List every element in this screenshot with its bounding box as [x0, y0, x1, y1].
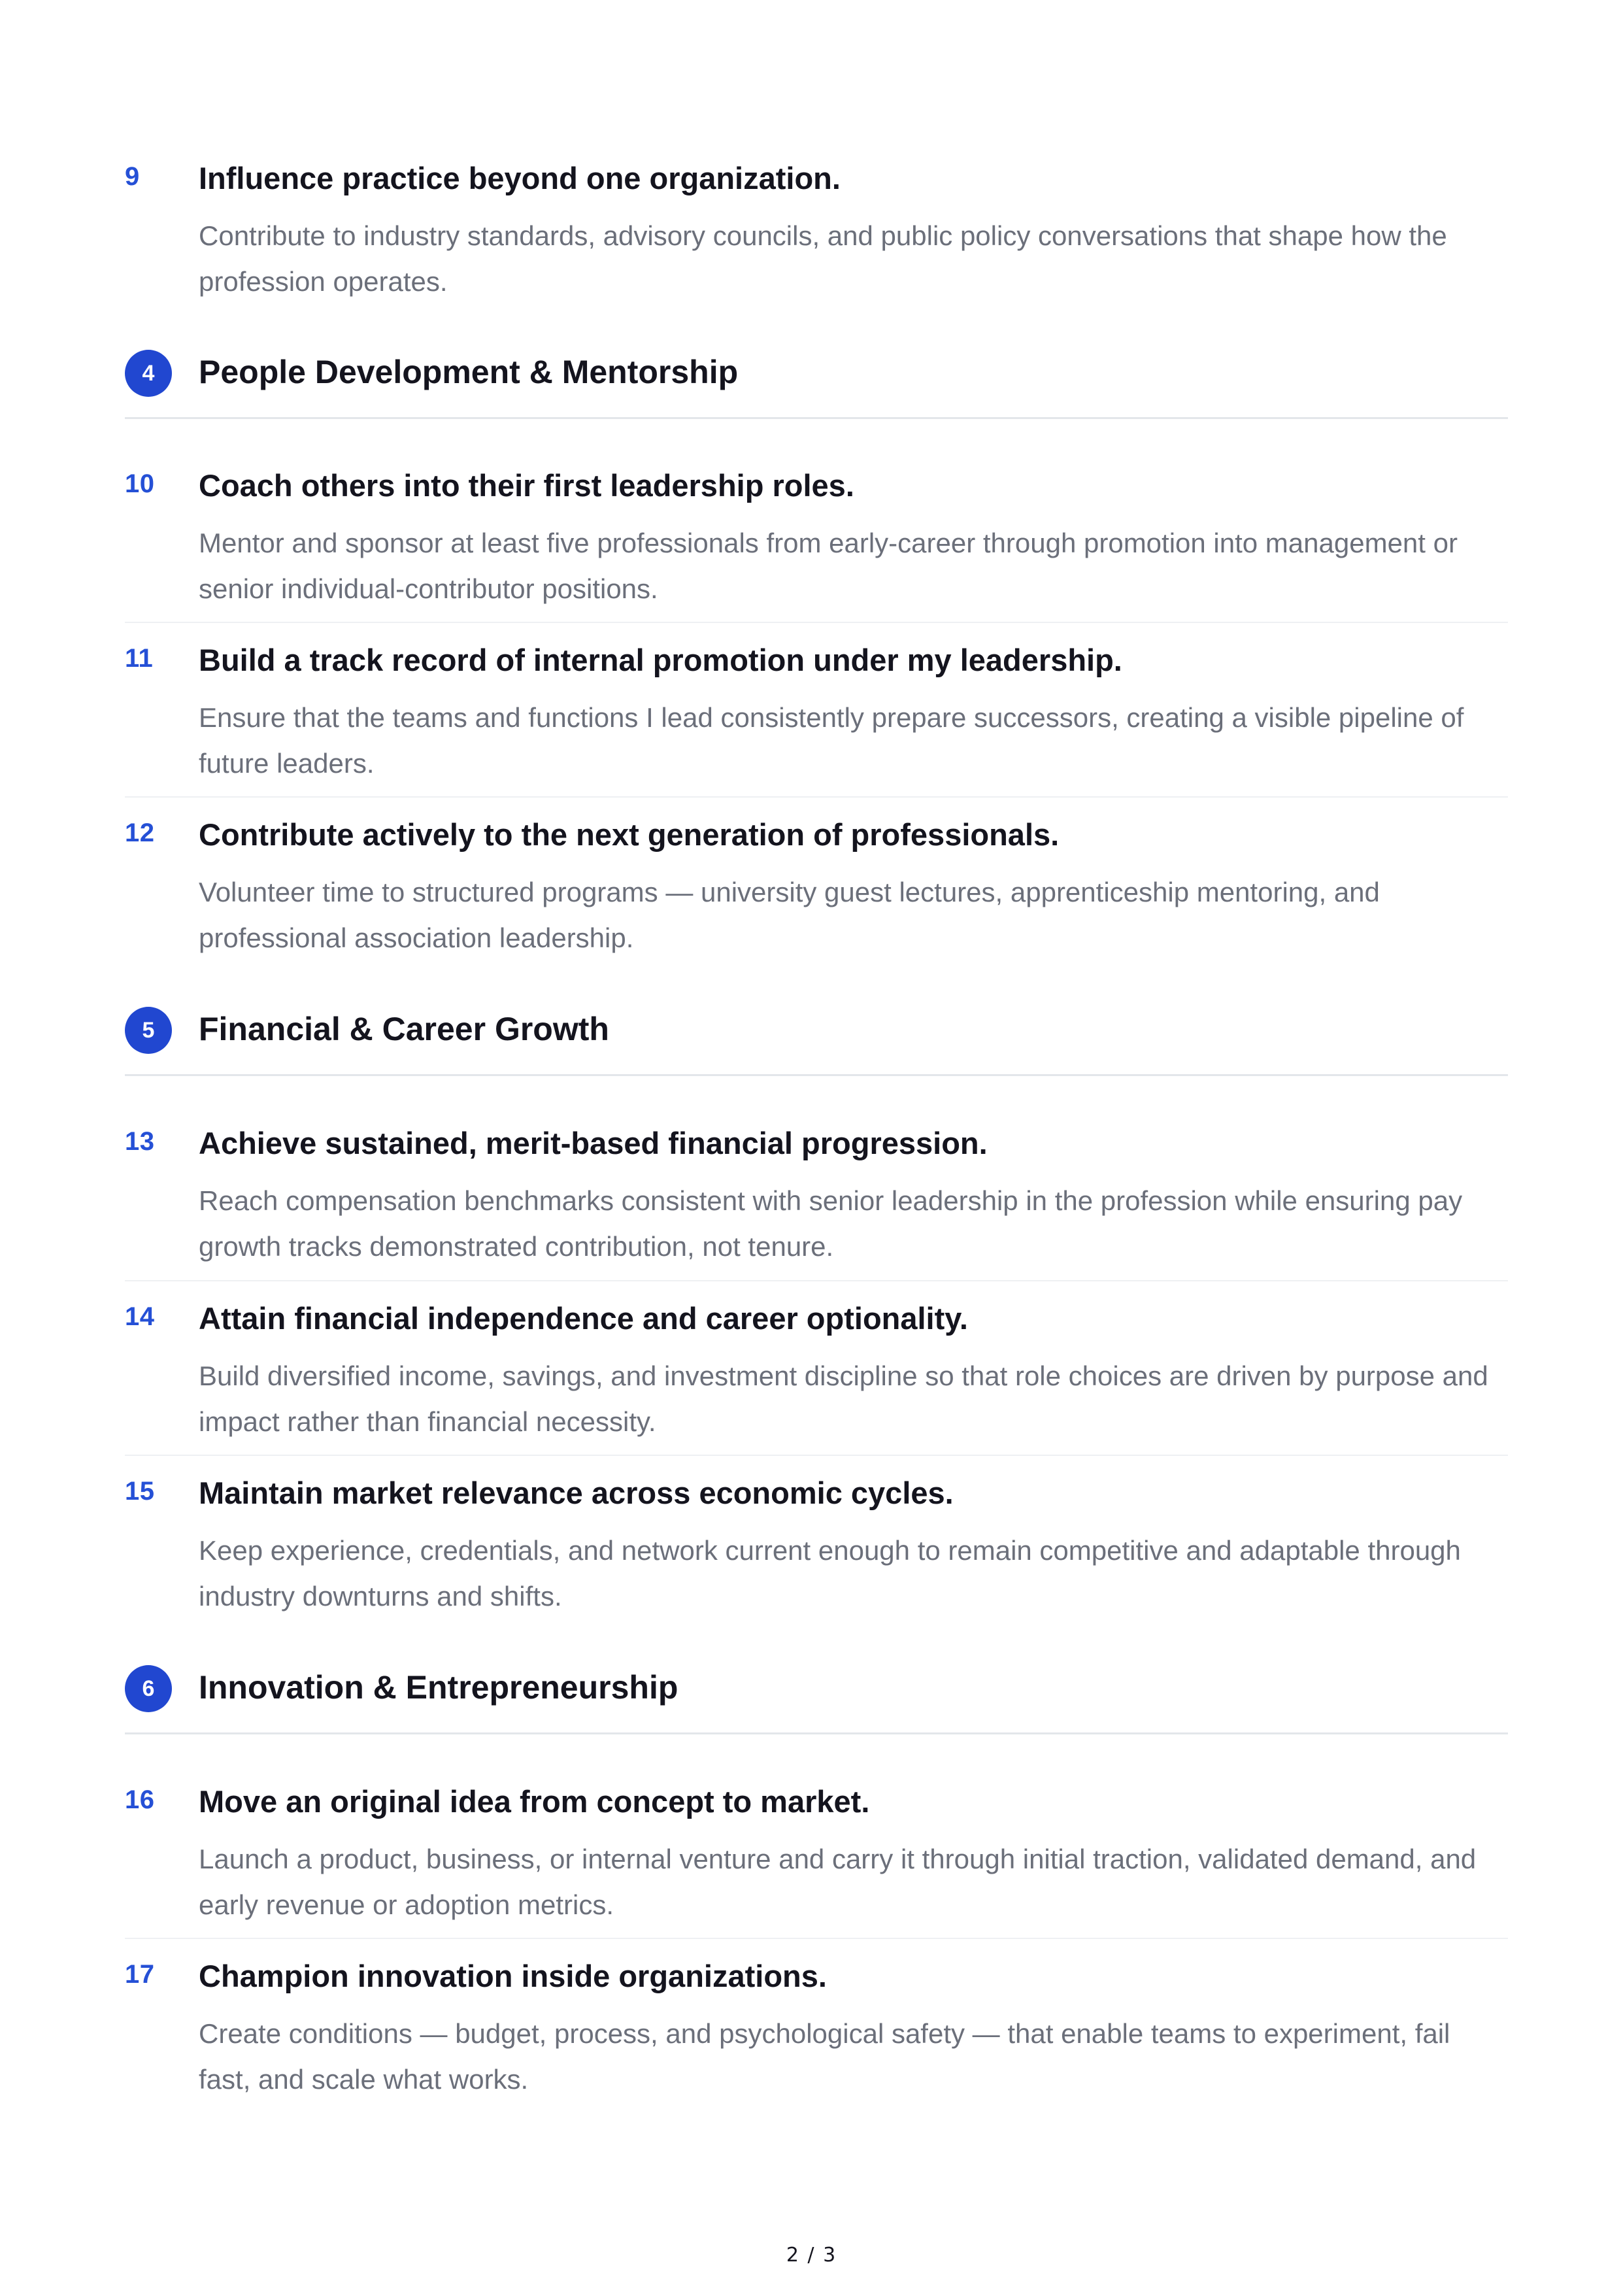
section-title: People Development & Mentorship: [199, 354, 739, 390]
section-number-badge: 6: [125, 1665, 172, 1712]
section-number-badge: 5: [125, 1007, 172, 1054]
goal-divider: [125, 622, 1508, 623]
goal-title: Achieve sustained, merit-based financial progression.: [199, 1126, 988, 1160]
goal-description: Build diversified income, savings, and investment discipline so that role choices are driven by purpose and impact rather than financial necessity.: [199, 1360, 1488, 1438]
section-number-badge: 4: [125, 350, 172, 397]
goal-description: Ensure that the teams and functions I lead consistently prepare successors, creating a visible pipeline of future leaders.: [199, 702, 1464, 779]
goal-description: Mentor and sponsor at least five professionals from early-career through promotion into management or senior individual-contributor positions.: [199, 528, 1458, 605]
goal-number: 14: [125, 1302, 155, 1331]
goal-description: Volunteer time to structured programs — university guest lectures, apprenticeship mentoring, and professional association leadership.: [199, 877, 1380, 954]
goal-number: 10: [125, 469, 155, 498]
goal-title: Build a track record of internal promotion under my leadership.: [199, 643, 1122, 677]
goal-item: [125, 1959, 1506, 2102]
section-divider: [125, 1074, 1508, 1076]
goal-description: Launch a product, business, or internal venture and carry it through initial traction, validated demand, and early revenue or adoption metrics.: [199, 1844, 1477, 1921]
goal-item: [125, 643, 1506, 786]
goal-number: 9: [125, 162, 140, 191]
goal-number: 15: [125, 1477, 155, 1506]
goal-description: Keep experience, credentials, and network current enough to remain competitive and adaptable through industry downturns and shifts.: [199, 1535, 1461, 1612]
section-divider: [125, 417, 1508, 419]
goal-item: [125, 161, 1506, 305]
goal-title: Contribute actively to the next generation of professionals.: [199, 817, 1060, 852]
goal-title: Champion innovation inside organizations.: [199, 1959, 827, 1993]
goal-title: Attain financial independence and career optionality.: [199, 1301, 968, 1336]
goal-number: 11: [125, 644, 154, 673]
page-indicator: 2 / 3: [786, 2244, 837, 2267]
goal-number: 17: [125, 1960, 155, 1989]
goal-divider: [125, 1455, 1508, 1456]
goal-item: [125, 468, 1506, 612]
goal-item: [125, 1476, 1506, 1619]
goal-description: Create conditions — budget, process, and psychological safety — that enable teams to experiment, fail fast, and scale what works.: [199, 2018, 1450, 2095]
goal-title: Move an original idea from concept to market.: [199, 1784, 870, 1819]
goal-title: Coach others into their first leadership roles.: [199, 468, 854, 503]
goal-description: Reach compensation benchmarks consistent with senior leadership in the profession while ensuring pay growth tracks demonstrated contribution, not tenure.: [199, 1185, 1463, 1262]
goal-item: [125, 1126, 1506, 1270]
goal-title: Maintain market relevance across economic cycles.: [199, 1476, 954, 1510]
goal-item: [125, 1301, 1506, 1445]
goal-number: 16: [125, 1785, 155, 1814]
goal-number: 12: [125, 819, 155, 847]
goal-divider: [125, 1280, 1508, 1281]
goal-item: [125, 817, 1506, 961]
goal-title: Influence practice beyond one organization.: [199, 161, 841, 195]
section-title: Financial & Career Growth: [199, 1011, 609, 1047]
goal-number: 13: [125, 1127, 155, 1156]
goal-divider: [125, 796, 1508, 798]
goal-description: Contribute to industry standards, advisory councils, and public policy conversations that shape how the profession operates.: [199, 220, 1447, 297]
document-page: [125, 0, 1508, 2296]
section-title: Innovation & Entrepreneurship: [199, 1669, 678, 1706]
section-divider: [125, 1732, 1508, 1734]
goal-divider: [125, 1938, 1508, 1939]
goal-item: [125, 1784, 1506, 1928]
